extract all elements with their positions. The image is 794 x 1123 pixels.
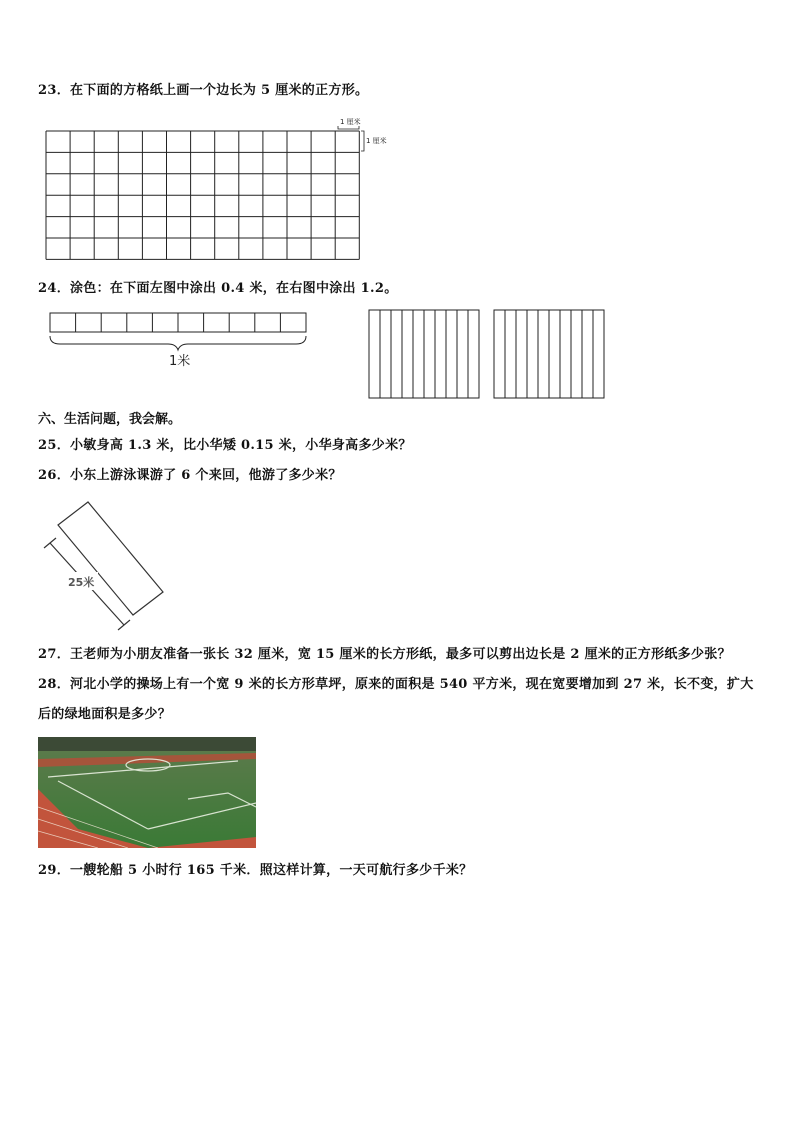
question-25-text: 25．小敏身高 1.3 米，比小华矮 0.15 米，小华身高多少米？	[38, 438, 412, 453]
pool-tick-bottom	[118, 620, 130, 630]
section-6-title: 六、生活问题，我会解。	[38, 412, 182, 427]
question-24-text: 24．涂色：在下面左图中涂出 0.4 米，在右图中涂出 1.2。	[38, 281, 398, 296]
pool-length-label: 25米	[68, 576, 95, 589]
question-27-text: 27．王老师为小朋友准备一张长 32 厘米，宽 15 厘米的长方形纸，最多可以剪出边长是 2 厘米的正方形纸多少张？	[38, 647, 731, 662]
question-28-text-line1: 28．河北小学的操场上有一个宽 9 米的长方形草坪，原来的面积是 540 平方米，现在宽要增加到 27 米，长不变，扩大	[38, 677, 754, 692]
pool-rectangle	[58, 502, 163, 615]
unit-width-label: 1 厘米	[340, 118, 361, 126]
pool-tick-top	[44, 538, 56, 548]
unit-height-label: 1 厘米	[366, 137, 387, 145]
question-28-text-line2: 后的绿地面积是多少？	[38, 707, 172, 722]
question-23-text: 23．在下面的方格纸上画一个边长为 5 厘米的正方形。	[38, 83, 369, 98]
playground-photo	[38, 737, 256, 848]
meter-bar-label: 1米	[169, 354, 191, 369]
question-29-text: 29．一艘轮船 5 小时行 165 千米．照这样计算，一天可航行多少千米？	[38, 863, 473, 878]
question-26-text: 26．小东上游泳课游了 6 个来回，他游了多少米？	[38, 468, 342, 483]
